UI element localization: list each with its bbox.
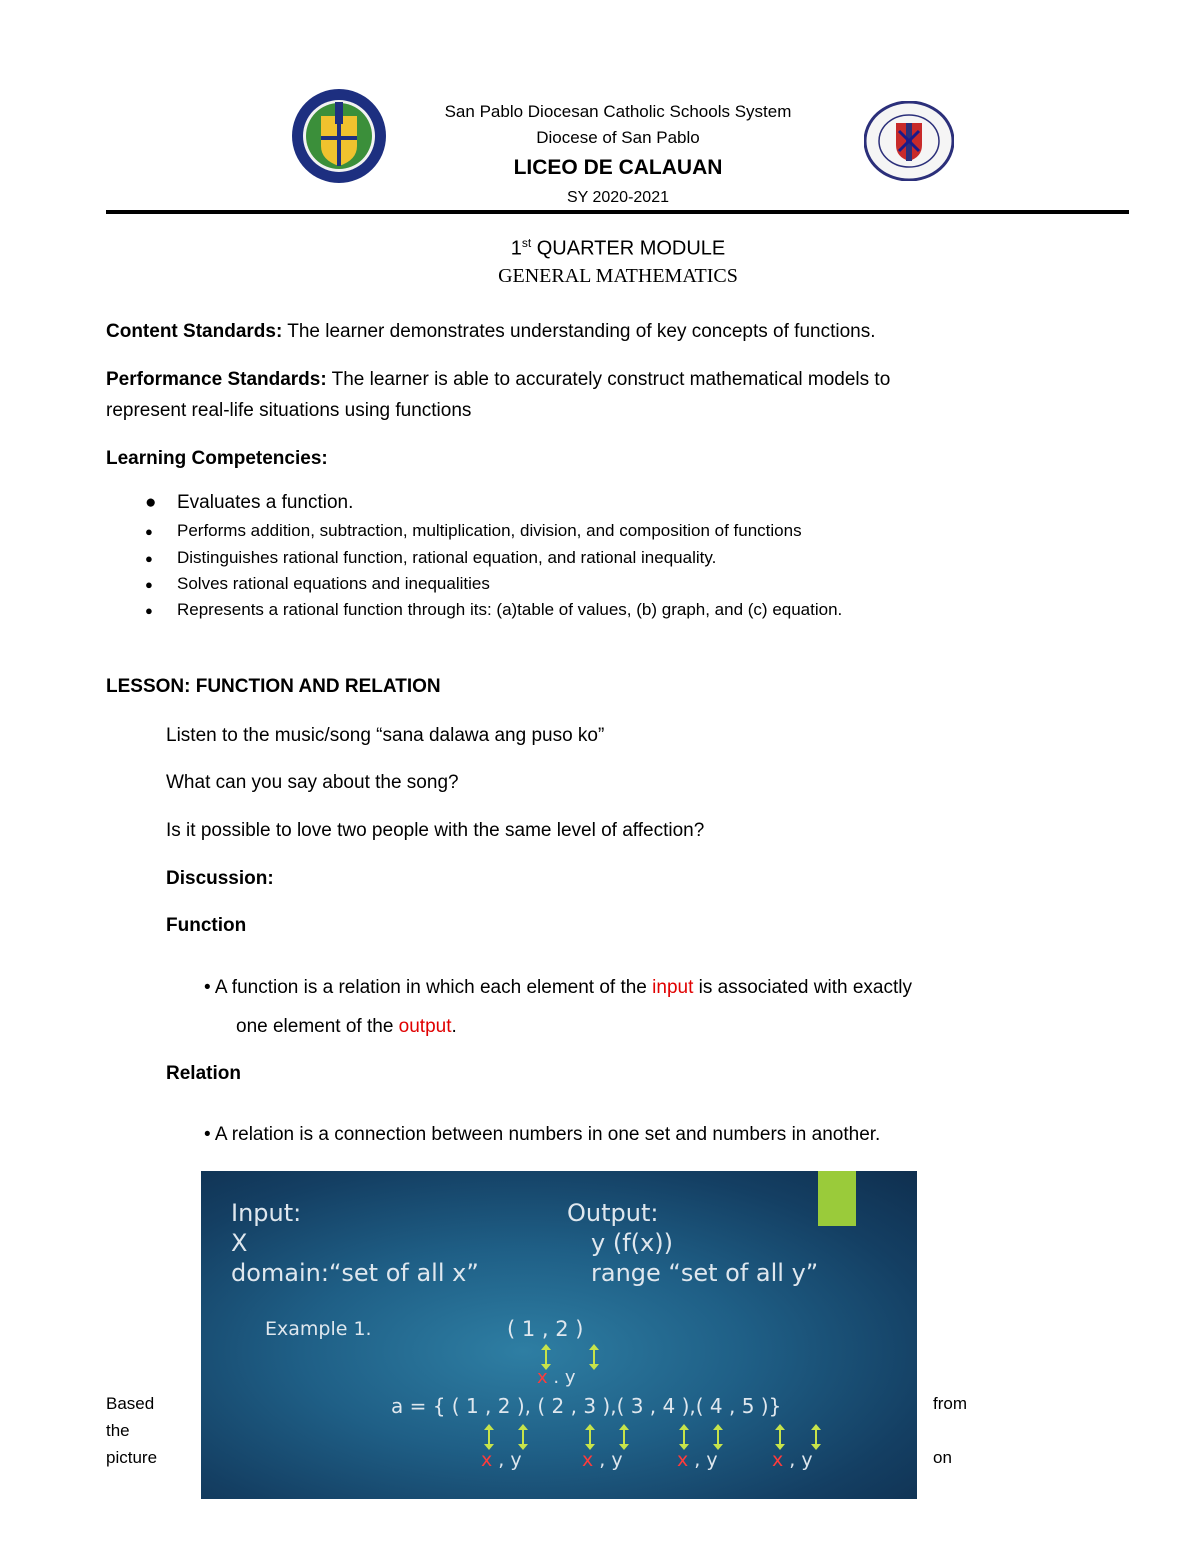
double-arrow-icon bbox=[717, 1429, 719, 1445]
double-arrow-icon bbox=[545, 1349, 547, 1365]
slide-input-label: Input: bbox=[231, 1199, 302, 1227]
slide-xy-pair bbox=[772, 1449, 813, 1471]
performance-standards-label: Performance Standards: bbox=[106, 369, 327, 390]
function-text-c: one element of the bbox=[236, 1016, 399, 1037]
slide-relation-set: a = { ( 1 , 2 ), ( 2 , 3 ),( 3 , 4 ),( 4 , 5 )} bbox=[391, 1394, 782, 1418]
competencies-heading: Learning Competencies: bbox=[106, 448, 328, 469]
competency-item bbox=[145, 574, 490, 594]
module-title bbox=[0, 236, 1200, 261]
bullet-icon: ● bbox=[145, 551, 153, 566]
competency-item bbox=[145, 600, 843, 620]
footer-left-1: Based bbox=[106, 1394, 155, 1413]
subject-title: GENERAL MATHEMATICS bbox=[498, 265, 738, 287]
right-school-seal bbox=[864, 101, 954, 181]
content-standards bbox=[106, 320, 876, 344]
footer-left-2: the bbox=[106, 1421, 130, 1440]
function-heading: Function bbox=[166, 915, 247, 936]
school-name: LICEO DE CALAUAN bbox=[513, 156, 723, 179]
diocese-name: Diocese of San Pablo bbox=[536, 128, 700, 147]
input-highlight: input bbox=[652, 977, 694, 998]
performance-standards-text: The learner is able to accurately construct mathematical models to bbox=[326, 369, 891, 390]
footer-right-2: on bbox=[933, 1448, 952, 1467]
x-label: x bbox=[677, 1449, 689, 1471]
double-arrow-icon bbox=[623, 1429, 625, 1445]
footer-left-3: picture bbox=[106, 1448, 158, 1467]
competency-text: Evaluates a function. bbox=[177, 492, 354, 513]
slide-output-label: Output: bbox=[567, 1199, 659, 1227]
bullet-icon: ● bbox=[145, 524, 153, 539]
quarter-label: QUARTER MODULE bbox=[531, 237, 726, 260]
slide-pair-labels bbox=[537, 1367, 575, 1388]
bullet-icon: ● bbox=[145, 492, 157, 513]
school-system-name: San Pablo Diocesan Catholic Schools System bbox=[444, 102, 792, 121]
competency-item bbox=[145, 492, 354, 514]
double-arrow-icon bbox=[593, 1349, 595, 1365]
competency-text: Performs addition, subtraction, multiplication, division, and composition of functions bbox=[177, 521, 802, 540]
y-label: , y bbox=[783, 1449, 813, 1471]
y-label: , y bbox=[688, 1449, 718, 1471]
slide-example-pair: ( 1 , 2 ) bbox=[507, 1317, 584, 1341]
slide-xy-pair bbox=[677, 1449, 718, 1471]
function-text-a: A function is a relation in which each element of the bbox=[214, 977, 653, 998]
function-definition bbox=[204, 976, 912, 1000]
x-label: x bbox=[772, 1449, 784, 1471]
performance-standards bbox=[106, 368, 890, 392]
quarter-suffix: st bbox=[521, 236, 532, 250]
function-slide-image bbox=[201, 1171, 917, 1499]
bullet-icon: • bbox=[204, 1124, 215, 1145]
x-label: x bbox=[481, 1449, 493, 1471]
y-label: , y bbox=[593, 1449, 623, 1471]
quarter-number: 1 bbox=[510, 237, 522, 260]
school-year: SY 2020-2021 bbox=[566, 189, 669, 206]
competency-text: Represents a rational function through its: (a)table of values, (b) graph, and (c) equation. bbox=[177, 600, 843, 619]
bullet-icon: ● bbox=[145, 603, 153, 618]
footer-right-1: from bbox=[933, 1394, 967, 1413]
lesson-question-2: What can you say about the song? bbox=[166, 772, 459, 793]
lesson-question-3: Is it possible to love two people with the same level of affection? bbox=[166, 820, 705, 841]
relation-text: A relation is a connection between numbers in one set and numbers in another. bbox=[214, 1124, 881, 1145]
competency-text: Distinguishes rational function, rational equation, and rational inequality. bbox=[177, 548, 717, 567]
performance-standards-cont: represent real-life situations using functions bbox=[106, 400, 472, 421]
double-arrow-icon bbox=[683, 1429, 685, 1445]
slide-input-var: X bbox=[231, 1229, 248, 1257]
slide-xy-pair bbox=[481, 1449, 522, 1471]
lesson-question-1: Listen to the music/song “sana dalawa ang puso ko” bbox=[166, 725, 605, 746]
relation-heading: Relation bbox=[166, 1063, 241, 1084]
header-divider bbox=[106, 210, 1129, 214]
double-arrow-icon bbox=[488, 1429, 490, 1445]
competency-text: Solves rational equations and inequalities bbox=[177, 574, 490, 593]
discussion-heading: Discussion: bbox=[166, 868, 274, 889]
competency-item bbox=[145, 548, 717, 568]
bullet-icon: ● bbox=[145, 577, 153, 592]
output-highlight: output bbox=[398, 1016, 452, 1037]
x-label: x bbox=[537, 1367, 548, 1388]
slide-output-var: y (f(x)) bbox=[591, 1229, 673, 1257]
slide-range: range “set of all y” bbox=[591, 1259, 819, 1287]
lesson-title: LESSON: FUNCTION AND RELATION bbox=[106, 676, 441, 697]
y-label: , y bbox=[492, 1449, 522, 1471]
x-label: x bbox=[582, 1449, 594, 1471]
double-arrow-icon bbox=[779, 1429, 781, 1445]
double-arrow-icon bbox=[522, 1429, 524, 1445]
double-arrow-icon bbox=[589, 1429, 591, 1445]
slide-domain: domain:“set of all x” bbox=[231, 1259, 479, 1287]
relation-definition bbox=[204, 1123, 880, 1147]
y-label: . y bbox=[547, 1367, 576, 1388]
bullet-icon: • bbox=[204, 977, 215, 998]
slide-example-label: Example 1. bbox=[265, 1318, 372, 1340]
function-text-b: is associated with exactly bbox=[693, 977, 912, 998]
content-standards-label: Content Standards: bbox=[106, 321, 283, 342]
slide-accent-square bbox=[818, 1171, 856, 1226]
competency-item bbox=[145, 521, 802, 541]
function-definition-cont bbox=[236, 1015, 457, 1039]
function-text-d: . bbox=[451, 1016, 457, 1037]
slide-xy-pair bbox=[582, 1449, 623, 1471]
content-standards-text: The learner demonstrates understanding of key concepts of functions. bbox=[282, 321, 876, 342]
double-arrow-icon bbox=[815, 1429, 817, 1445]
